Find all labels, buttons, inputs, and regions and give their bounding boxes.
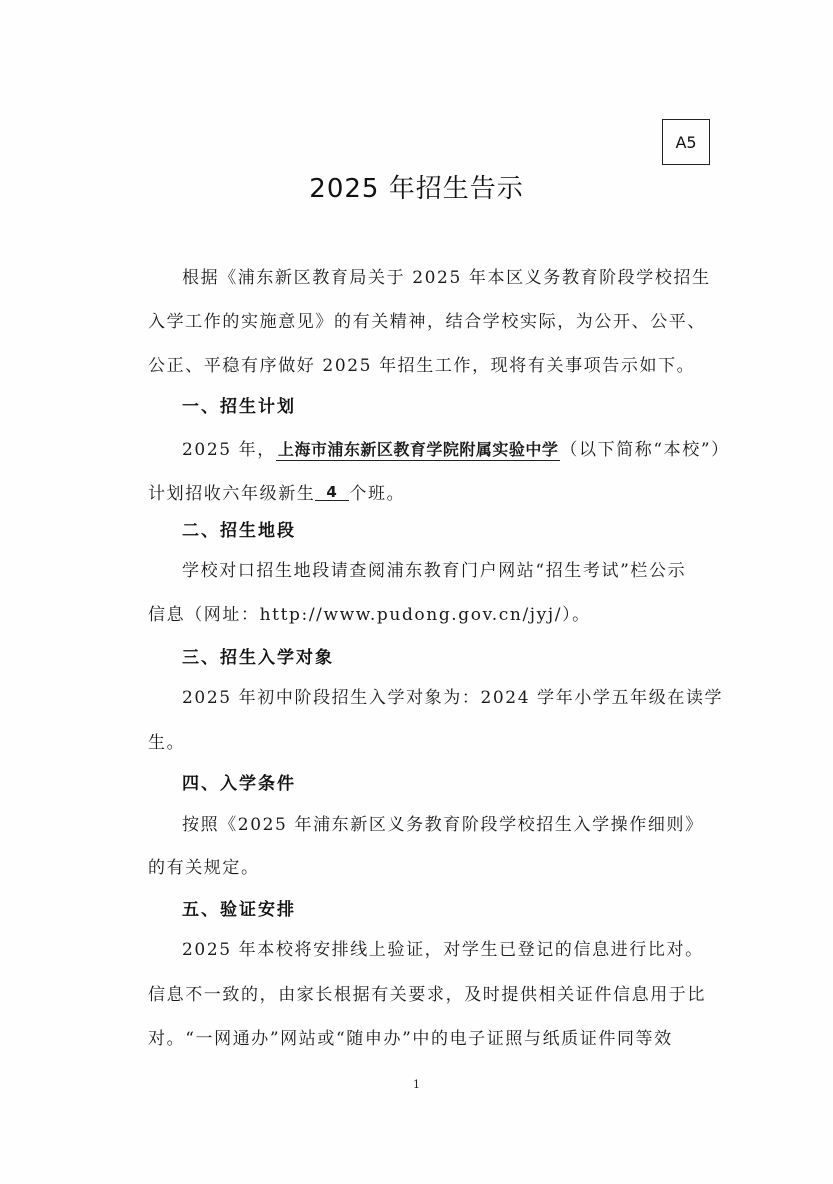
page-number: 1 bbox=[413, 1078, 420, 1091]
section-1-heading: 一、招生计划 bbox=[182, 397, 296, 417]
doc-code-box: A5 bbox=[662, 119, 710, 165]
section-4-heading: 四、入学条件 bbox=[182, 774, 296, 794]
section-1-prefix: 2025 年， bbox=[182, 440, 276, 460]
page-title: 2025 年招生告示 bbox=[309, 174, 524, 204]
section-5-line-2: 信息不一致的，由家长根据有关要求，及时提供相关证件信息用于比 bbox=[148, 985, 706, 1005]
section-5-line-3: 对。“一网通办”网站或“随申办”中的电子证照与纸质证件同等效 bbox=[148, 1029, 673, 1049]
section-2-line-1: 学校对口招生地段请查阅浦东教育门户网站“招生考试”栏公示 bbox=[182, 561, 687, 581]
section-1-line-2-prefix: 计划招收六年级新生 bbox=[148, 484, 316, 504]
section-3-line-2: 生。 bbox=[148, 733, 186, 753]
section-4-line-1: 按照《2025 年浦东新区义务教育阶段学校招生入学操作细则》 bbox=[182, 815, 704, 835]
intro-line-2: 入学工作的实施意见》的有关精神，结合学校实际，为公开、公平、 bbox=[148, 312, 706, 332]
school-name-field: 上海市浦东新区教育学院附属实验中学 bbox=[277, 440, 559, 459]
section-5-heading: 五、验证安排 bbox=[182, 900, 296, 920]
section-4-line-2: 的有关规定。 bbox=[148, 858, 260, 878]
intro-line-3: 公正、平稳有序做好 2025 年招生工作，现将有关事项告示如下。 bbox=[148, 356, 696, 376]
section-1-line-2-suffix: 个班。 bbox=[349, 484, 406, 504]
section-3-heading: 三、招生入学对象 bbox=[182, 648, 334, 668]
section-1-line-1 bbox=[182, 435, 730, 461]
intro-line-1: 根据《浦东新区教育局关于 2025 年本区义务教育阶段学校招生 bbox=[182, 268, 711, 288]
section-5-line-1: 2025 年本校将安排线上验证，对学生已登记的信息进行比对。 bbox=[182, 940, 704, 960]
section-2-line-2: 信息（网址：http://www.pudong.gov.cn/jyj/）。 bbox=[148, 605, 591, 625]
section-1-suffix: （以下简称“本校”） bbox=[560, 440, 730, 460]
section-1-line-2 bbox=[148, 479, 405, 504]
section-2-heading: 二、招生地段 bbox=[182, 521, 296, 541]
section-3-line-1: 2025 年初中阶段招生入学对象为：2024 学年小学五年级在读学 bbox=[182, 688, 724, 708]
class-count-field: 4 bbox=[315, 484, 349, 501]
